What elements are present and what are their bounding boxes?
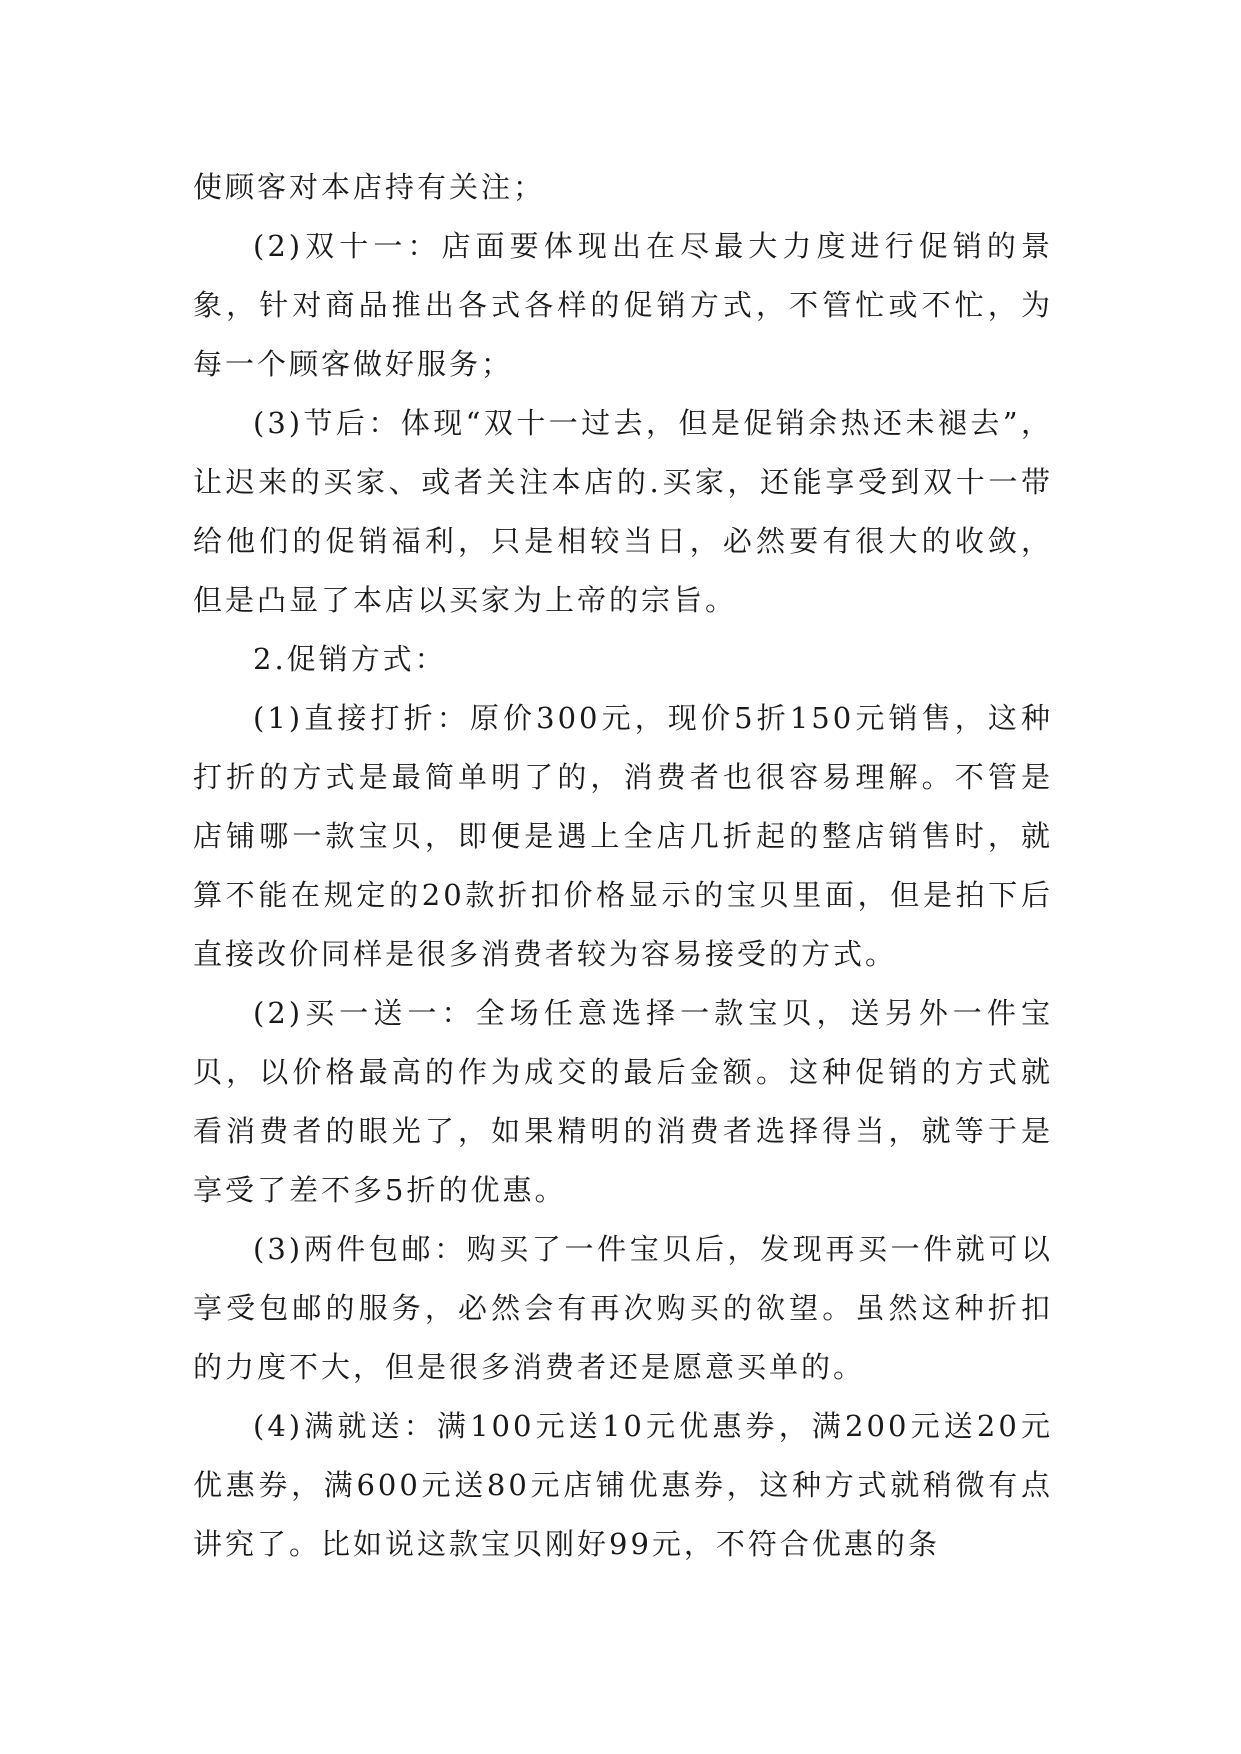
- section-heading-promotion-methods: 2.促销方式：: [253, 642, 447, 676]
- paragraph-5: (1)直接打折：原价300元，现价5折150元销售，这种打折的方式是最简单明了的，消费者也很容易理解。不管是店铺哪一款宝贝，即便是遇上全店几折起的整店销售时，就算不能在规定的20款折扣价格显示的宝贝里面，但是拍下后直接改价同样是很多消费者较为容易接受的方式。: [193, 701, 1053, 971]
- paragraph-2: (2)双十一：店面要体现出在尽最大力度进行促销的景象，针对商品推出各式各样的促销方式，不管忙或不忙，为每一个顾客做好服务；: [193, 229, 1053, 381]
- paragraph-1: 使顾客对本店持有关注；: [193, 170, 546, 204]
- paragraph-3: (3)节后：体现“双十一过去，但是促销余热还未褪去”，让迟来的买家、或者关注本店的.买家，还能享受到双十一带给他们的促销福利，只是相较当日，必然要有很大的收敛，但是凸显了本店以买家为上帝的宗旨。: [193, 406, 1053, 617]
- paragraph-7: (3)两件包邮：购买了一件宝贝后，发现再买一件就可以享受包邮的服务，必然会有再次购买的欲望。虽然这种折扣的力度不大，但是很多消费者还是愿意买单的。: [193, 1232, 1053, 1384]
- document-page: [193, 158, 1053, 1574]
- paragraph-6: (2)买一送一：全场任意选择一款宝贝，送另外一件宝贝，以价格最高的作为成交的最后金额。这种促销的方式就看消费者的眼光了，如果精明的消费者选择得当，就等于是享受了差不多5折的优惠。: [193, 996, 1053, 1207]
- paragraph-8: (4)满就送：满100元送10元优惠券，满200元送20元优惠券，满600元送80元店铺优惠券，这种方式就稍微有点讲究了。比如说这款宝贝刚好99元，不符合优惠的条: [193, 1409, 1053, 1561]
